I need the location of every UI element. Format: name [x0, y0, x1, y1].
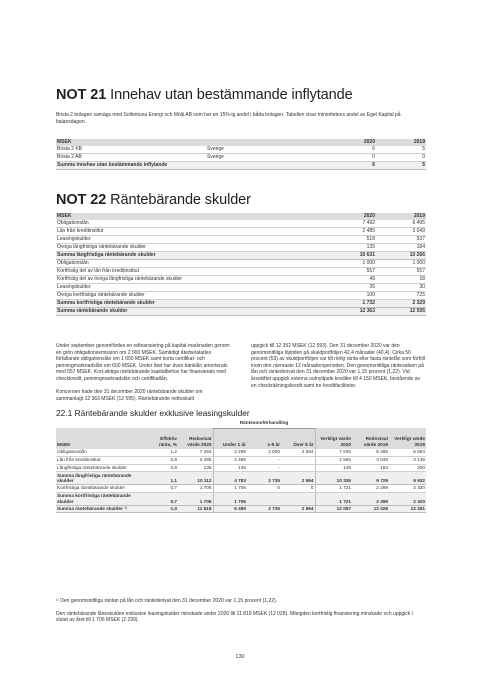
table-row [56, 146, 426, 154]
table-cell: - [247, 464, 281, 472]
table-cell: 2 329 [376, 300, 426, 308]
table-cell: Summa innehav utan bestämmande inflytande [56, 162, 206, 170]
column-header: Redovisat värde 2019 [352, 428, 389, 449]
column-header: Redovisat värde 2020 [178, 428, 213, 449]
note21-table [56, 139, 426, 170]
table-cell: Lån från kreditinstitut [56, 228, 326, 236]
table-cell: 2 320 [389, 492, 426, 505]
table-cell: Leasingskulder [56, 284, 326, 292]
note22-right-para: uppgick till 12 352 MSEK (12 593). Den 31 december 2020 var den genomsnittliga löptiden på skuldportföljen 42,4 månader (40,4). Cirka 50 procent (53) av skuldportföljen var till rörlig ränta eller fasta räntelån som förföll inom den närmaste 12 månadersperioden. Den genomsnittliga räntesatsen på lån och räntederivat den 31 december 2020 var 1,15 procent (1,22). Vid årsskiftet uppgick externa outnyttjade krediter till 4 150 MSEK, bestående av en checkräkningskredit samt tre kreditfaciliteter. [251, 343, 425, 389]
table-cell: 3 049 [376, 228, 426, 236]
table-header-row [56, 213, 426, 220]
column-header: 2019 [376, 213, 426, 220]
table-cell: Kortfristiga räntebärande skulder [56, 485, 148, 493]
total-row [56, 505, 426, 513]
table-cell: 1 721 [315, 492, 352, 505]
table-cell: 5 [376, 162, 426, 170]
table-cell: 557 [376, 268, 426, 276]
table-cell: 145 [315, 464, 352, 472]
column-header: Effektiv ränta, % [148, 428, 178, 449]
table-cell: 0,7 [148, 485, 178, 493]
table-cell: 2 299 [352, 485, 389, 493]
table-cell: 7 492 [178, 449, 213, 457]
column-header: Över 5 år [281, 428, 315, 449]
table-row [56, 464, 426, 472]
table-cell: 6 [326, 162, 376, 170]
table-cell: 2 485 [326, 228, 376, 236]
table-cell: Sverige [206, 146, 326, 154]
table-cell: 184 [352, 464, 389, 472]
note21-intro: Brista 2 bolagen samägs med Sollentuna Energi och Mölji AB som har en 15%-ig andel i båda bolagen. Tabellen visar minoritetens andel av Eget Kapital på balansdagen. [56, 112, 401, 125]
table-cell [281, 464, 315, 472]
column-header: 2020 [326, 139, 376, 146]
table-row [56, 268, 426, 276]
table-cell: 2 735 [247, 472, 281, 485]
table-cell: Brista 2 AB [56, 154, 206, 162]
table-cell: 1 706 [178, 485, 213, 493]
table-row [56, 154, 426, 162]
column-header: Verkligt värde 2019 [389, 428, 426, 449]
note21-title: Innehav utan bestämmande inflytande [110, 87, 353, 103]
table-cell: 12 363 [326, 308, 376, 316]
table-header-row [56, 139, 426, 146]
table-cell: 0,8 [148, 457, 178, 465]
note22-1-title: 22.1 Räntebärande skulder exklusive leasingskulder [56, 408, 250, 418]
table-cell: Summa räntebärande skulder ¹⁾ [56, 505, 148, 513]
table-row [56, 276, 426, 284]
note22-table [56, 213, 426, 316]
table-cell: 49 [326, 276, 376, 284]
table-cell: 0 [326, 154, 376, 162]
table-cell: 12 028 [352, 505, 389, 513]
table-cell: 2 735 [247, 505, 281, 513]
table-cell: 1 721 [315, 485, 352, 493]
table-row [56, 220, 426, 228]
table-cell: 184 [376, 244, 426, 252]
column-header: 1-5 år [247, 428, 281, 449]
table-row [56, 485, 426, 493]
group-header-row [56, 419, 426, 428]
table-cell: 0 [281, 485, 315, 493]
table-cell: 2 299 [213, 449, 247, 457]
total-row [56, 308, 426, 316]
note22-1-table [56, 419, 426, 513]
table-cell: 1 732 [326, 300, 376, 308]
table-header-row [56, 428, 426, 449]
table-cell: 2 485 [213, 457, 247, 465]
table-cell: 9 729 [352, 472, 389, 485]
table-cell: Leasingskulder [56, 236, 326, 244]
table-cell: 7 492 [326, 220, 376, 228]
table-cell: 537 [376, 236, 426, 244]
table-cell: 557 [326, 268, 376, 276]
table-row [56, 244, 426, 252]
table-cell: Sverige [206, 154, 326, 162]
table-cell: Kortfristig del av lån från kreditinstitut [56, 268, 326, 276]
table-cell: Summa långfristiga räntebärande skulder [56, 252, 326, 260]
column-header: Under 1 år [213, 428, 247, 449]
note21-number: NOT 21 [56, 87, 107, 103]
table-cell: 200 [389, 464, 426, 472]
table-cell: 10 336 [315, 472, 352, 485]
table-cell: 12 595 [376, 308, 426, 316]
table-cell: 1 000 [376, 260, 426, 268]
column-header [206, 139, 326, 146]
table-cell: 0 [376, 154, 426, 162]
table-row [56, 236, 426, 244]
total-row [56, 472, 426, 485]
column-header: MSEK [56, 428, 148, 449]
table-cell: 11 819 [178, 505, 213, 513]
table-cell: Långfristiga räntebärande skulder [56, 464, 148, 472]
column-header: 2019 [376, 139, 426, 146]
table-row [56, 449, 426, 457]
table-cell: 18 [376, 276, 426, 284]
table-row [56, 260, 426, 268]
table-cell: Obligationslån [56, 260, 326, 268]
column-header: 2020 [326, 213, 376, 220]
table-cell: 135 [326, 244, 376, 252]
table-cell: 10 631 [326, 252, 376, 260]
table-cell: 12 251 [389, 505, 426, 513]
table-cell: 6 495 [352, 449, 389, 457]
table-cell: 30 [376, 284, 426, 292]
column-header: Verkligt värde 2020 [315, 428, 352, 449]
table-cell: 1 706 [178, 492, 213, 505]
total-row [56, 162, 426, 170]
table-cell: - [247, 457, 281, 465]
table-cell: Övriga kortfristiga räntebärande skulder [56, 292, 326, 300]
table-cell: 1 000 [326, 260, 376, 268]
total-row [56, 492, 426, 505]
table-cell: 7 635 [315, 449, 352, 457]
table-cell: Summa kortfristiga räntebärande skulder [56, 492, 148, 505]
table-row [56, 457, 426, 465]
table-cell [281, 492, 315, 505]
table-cell: 6 490 [213, 505, 247, 513]
table-cell: Summa långfristiga räntebärande skulder [56, 472, 148, 485]
table-cell: 26 [326, 284, 376, 292]
table-cell: 6 [326, 146, 376, 154]
table-cell [206, 162, 326, 170]
note22-left-para: Under september genomfördes en refinansiering på kapital-marknaden genom en grön obligationsemission om 2 000 MSEK. Samtidigt återbetalades förfallande obligationslån om 1 000 MSEK samt korta certifikat- och penningmarknadslån om 600 MSEK. Under året har även banklån amorterats med 557 MSEK. Kort-siktiga räntebärande kapitalbehov har finansierats med checkkredit, penningmarknadslån och certifikatlån. [56, 343, 230, 382]
table-cell: Summa kortfristiga räntebärande skulder [56, 300, 326, 308]
table-cell: 6 495 [376, 220, 426, 228]
note22-number: NOT 22 [56, 192, 107, 208]
table-cell: 0 [247, 485, 281, 493]
group-header: Räntesomförhandling [213, 419, 315, 428]
note22-text-right [251, 343, 426, 396]
table-cell: 2 299 [352, 492, 389, 505]
table-cell: Obligationslån [56, 220, 326, 228]
table-cell: 100 [326, 292, 376, 300]
total-row [56, 300, 426, 308]
table-cell: Obligationslån [56, 449, 148, 457]
table-cell: 2 594 [281, 505, 315, 513]
table-cell: 2 594 [281, 449, 315, 457]
note22-heading [56, 192, 251, 208]
table-cell: 135 [178, 464, 213, 472]
table-cell: 10 112 [178, 472, 213, 485]
column-header: MSEK [56, 139, 206, 146]
footnote: ¹⁾ Den genomsnittliga räntan på lån och räntederivat den 31 december 2020 var 1,15 procent (1,22). [56, 598, 278, 604]
table-row [56, 292, 426, 300]
note22-left-para: Koncernen hade den 31 december 2020 räntebärande skulder om sammanlagt 12 363 MSEK (12 595). Räntebärande nettoskuld [56, 389, 203, 402]
table-cell: 1,2 [148, 449, 178, 457]
table-cell: Kortfristig del av övriga långfristiga räntebärande skulder [56, 276, 326, 284]
table-cell: 2 485 [178, 457, 213, 465]
table-cell: 5 [376, 146, 426, 154]
table-cell: 0,7 [148, 492, 178, 505]
table-cell: Lån från kreditinstitut [56, 457, 148, 465]
table-cell: 518 [326, 236, 376, 244]
table-row [56, 284, 426, 292]
table-cell: 3 139 [389, 457, 426, 465]
table-cell: 2 600 [247, 449, 281, 457]
table-cell [247, 492, 281, 505]
table-cell: 1,1 [148, 472, 178, 485]
table-cell [281, 457, 315, 465]
table-cell: 2 320 [389, 485, 426, 493]
note22-title: Räntebärande skulder [110, 192, 251, 208]
table-cell: 12 057 [315, 505, 352, 513]
table-cell: 1 706 [213, 492, 247, 505]
table-cell: 2 556 [315, 457, 352, 465]
page-number: 130 [235, 654, 245, 660]
table-cell: 3 049 [352, 457, 389, 465]
table-cell: Summa räntebärande skulder [56, 308, 326, 316]
table-cell: 725 [376, 292, 426, 300]
note21-heading [56, 87, 353, 103]
table-cell: 4 783 [213, 472, 247, 485]
table-cell: 9 932 [389, 472, 426, 485]
table-cell: Brista 2 KB [56, 146, 206, 154]
column-header: MSEK [56, 213, 326, 220]
table-cell: 135 [213, 464, 247, 472]
table-row [56, 228, 426, 236]
note22-text-left [56, 343, 231, 409]
table-cell: 2,9 [148, 464, 178, 472]
table-cell: 10 266 [376, 252, 426, 260]
table-cell: 1,0 [148, 505, 178, 513]
table-cell: Övriga långfristiga räntebärande skulder [56, 244, 326, 252]
total-row [56, 252, 426, 260]
table-cell: 1 706 [213, 485, 247, 493]
table-cell: 6 593 [389, 449, 426, 457]
table-cell: 2 594 [281, 472, 315, 485]
footnote-text: Den räntebärande låneskulden exklusive leasingskulder minskade under 2020 till 11 819 MSEK (12 028). Mängden kortfristig finansiering minskade och uppgick i slutet av året till 1 706 MSEK (2 299). [56, 611, 413, 624]
